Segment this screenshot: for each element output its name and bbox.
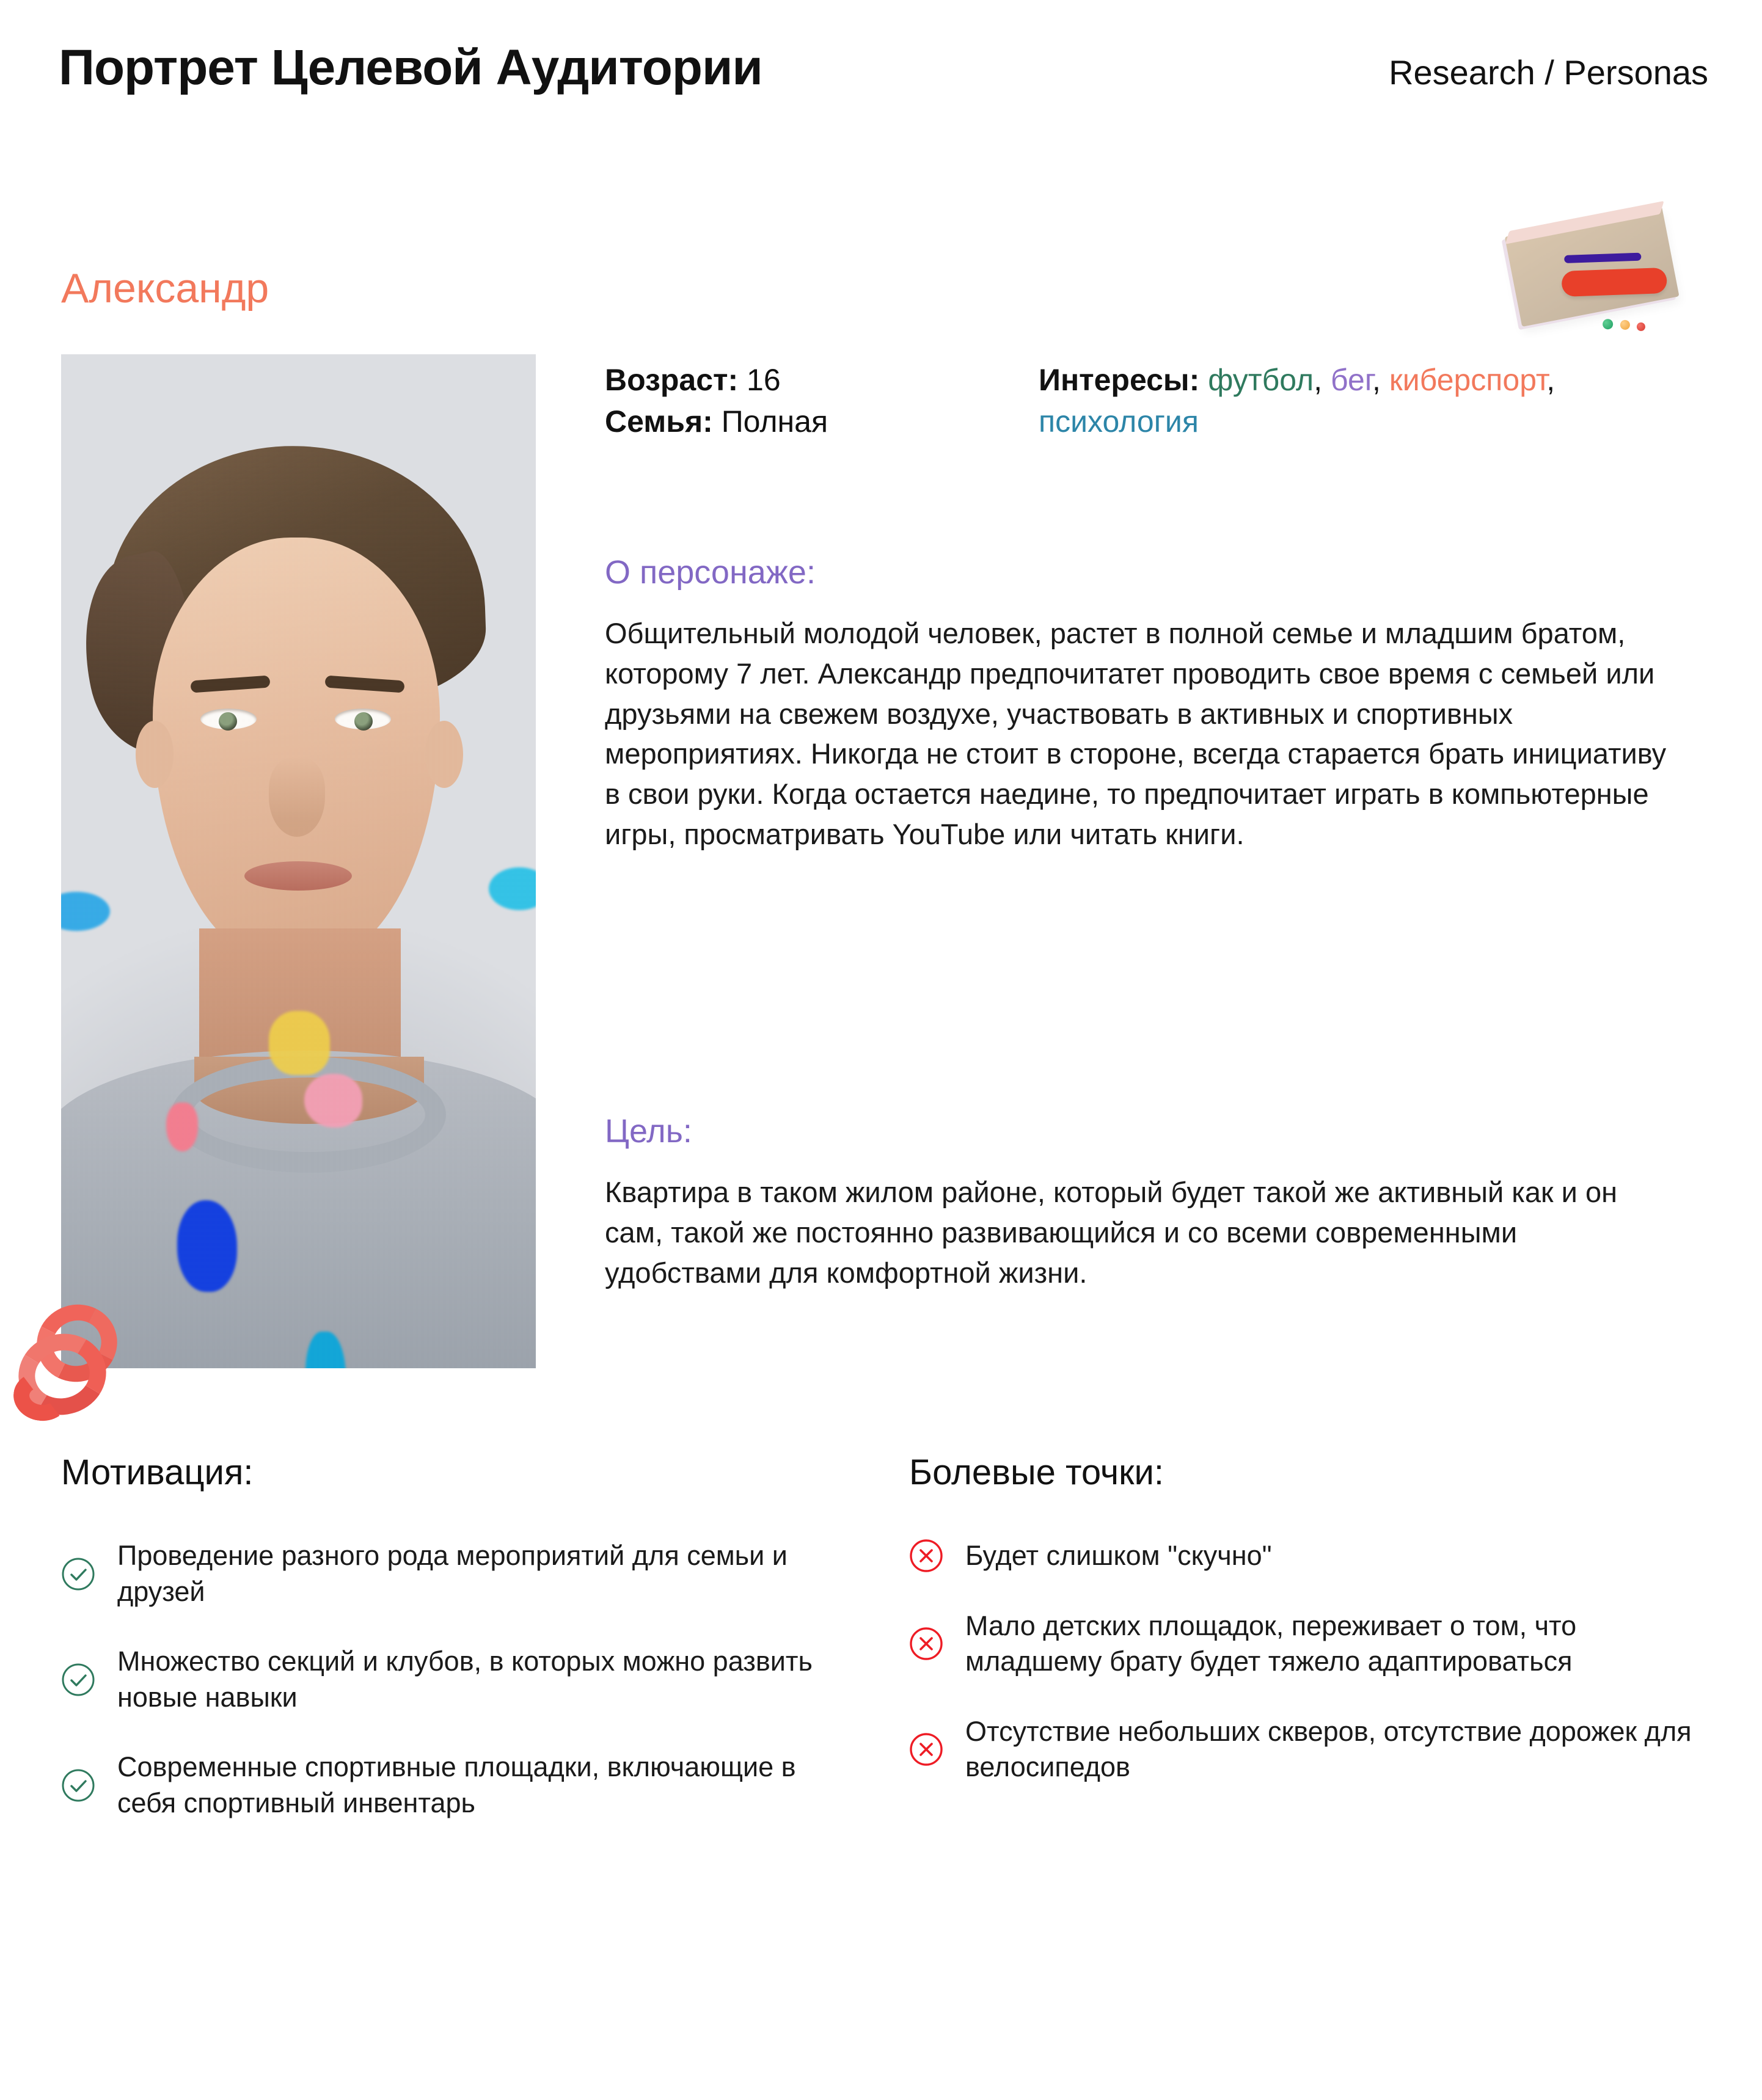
interest-separator: , (1314, 363, 1331, 397)
pains-heading: Болевые точки: (909, 1453, 1164, 1492)
interest-separator: , (1546, 363, 1555, 397)
x-circle-icon (909, 1627, 943, 1661)
motivation-item-text: Проведение разного рода мероприятий для семьи и друзей (117, 1540, 788, 1607)
motivation-item (61, 1538, 849, 1610)
check-circle-icon (61, 1557, 95, 1591)
persona-name: Александр (61, 265, 269, 312)
pain-item (909, 1714, 1703, 1785)
interests-label: Интересы: (1039, 363, 1200, 397)
pains-list (909, 1538, 1703, 1785)
card-yellow-sphere-shape (1619, 319, 1631, 330)
about-body: Общительный молодой человек, растет в полной семье и младшим братом, которому 7 лет. Александр предпочитатет проводить свое время с семьей или друзьями на свежем воздухе, участвовать в активных и спортивных мероприятиях. Никогда не стоит в стороне, всегда старается брать инициативу в свои руки. Когда остается наедине, то предпочитает играть в компьютерные игры, просматривать YouTube или читать книги. (605, 617, 1667, 850)
about-section (605, 556, 1680, 855)
interests-row (1039, 359, 1717, 442)
3d-spiral-illustration (13, 1302, 145, 1424)
about-heading: О персонаже: (605, 554, 816, 591)
interest-tag-0[interactable]: футбол (1208, 363, 1314, 397)
motivation-item (61, 1749, 849, 1821)
x-circle-icon (909, 1539, 943, 1573)
goal-body: Квартира в таком жилом районе, который будет такой же активный как и он сам, такой же постоянно развивающийся и со всеми современными удобствами для комфортной жизни. (605, 1176, 1618, 1289)
breadcrumb: Research / Personas (1389, 53, 1708, 92)
motivation-item (61, 1644, 849, 1715)
motivation-item-text: Множество секций и клубов, в которых можно развить новые навыки (117, 1646, 813, 1713)
motivation-heading: Мотивация: (61, 1453, 254, 1492)
motivation-section (61, 1455, 849, 1821)
persona-meta (605, 359, 1717, 442)
x-circle-icon (909, 1732, 943, 1766)
persona-meta-basics (605, 359, 1039, 442)
pain-item-text: Будет слишком "скучно" (965, 1540, 1272, 1571)
motivation-item-text: Современные спортивные площадки, включающие в себя спортивный инвентарь (117, 1751, 796, 1818)
family-row (605, 401, 1039, 442)
pain-item-text: Мало детских площадок, переживает о том, что младшему брату будет тяжело адаптироваться (965, 1610, 1577, 1677)
check-circle-icon (61, 1768, 95, 1803)
interest-separator: , (1372, 363, 1389, 397)
interest-tag-1[interactable]: бег (1330, 363, 1373, 397)
card-red-sphere-shape (1636, 322, 1646, 332)
interest-tag-2[interactable]: киберспорт (1389, 363, 1547, 397)
card-red-capsule-shape (1562, 268, 1667, 297)
pain-item (909, 1608, 1703, 1680)
interest-tag-3[interactable]: психология (1039, 404, 1199, 439)
age-value: 16 (747, 363, 781, 397)
persona-meta-interests (1039, 359, 1717, 442)
page-title: Портрет Целевой Аудитории (59, 40, 762, 95)
card-green-sphere-shape (1602, 318, 1614, 330)
pains-section (909, 1455, 1703, 1785)
page-header (59, 40, 1708, 95)
pain-item-text: Отсутствие небольших скверов, отсутствие дорожек для велосипедов (965, 1715, 1692, 1782)
check-circle-icon (61, 1663, 95, 1697)
pain-item (909, 1538, 1703, 1574)
motivation-list (61, 1538, 849, 1821)
family-value: Полная (721, 404, 828, 439)
age-label: Возраст: (605, 363, 739, 397)
photo-grain-overlay (61, 354, 536, 1368)
3d-card-illustration (1498, 194, 1703, 358)
persona-photo (61, 354, 536, 1368)
goal-heading: Цель: (605, 1113, 692, 1150)
age-row (605, 359, 1039, 401)
goal-section (605, 1115, 1680, 1292)
family-label: Семья: (605, 404, 713, 439)
